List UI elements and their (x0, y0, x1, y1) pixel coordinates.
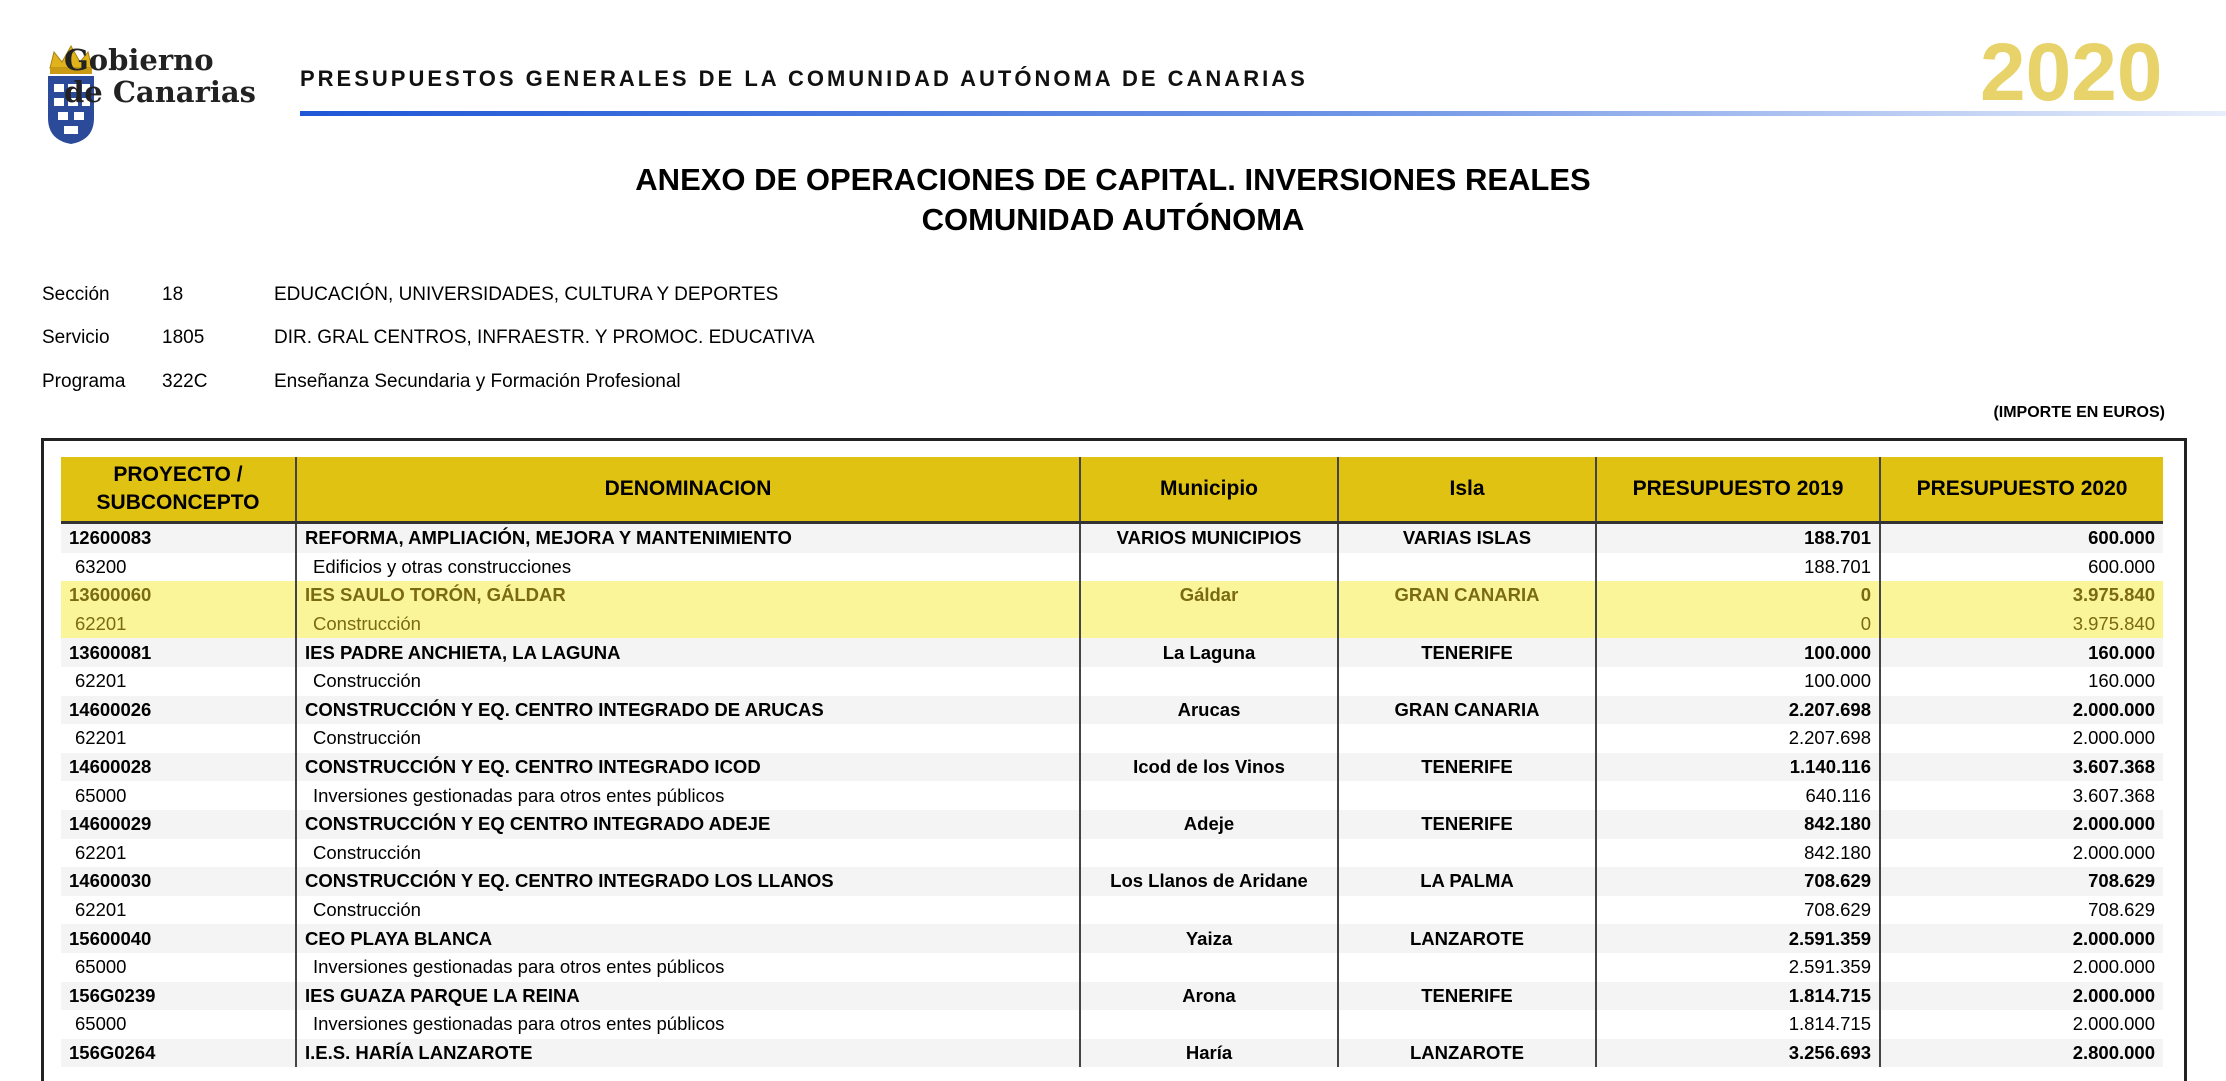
cell-code: 63200 (61, 553, 296, 582)
cell-code: 62201 (61, 667, 296, 696)
cell-denominacion: Edificios y otras construcciones (296, 553, 1080, 582)
cell-presupuesto-2020: 3.975.840 (1880, 581, 2163, 610)
cell-isla (1338, 839, 1596, 868)
cell-presupuesto-2019: 0 (1596, 581, 1880, 610)
meta-label: Servicio (42, 327, 110, 348)
cell-municipio (1080, 953, 1338, 982)
cell-code: 14600030 (61, 867, 296, 896)
cell-denominacion: IES PADRE ANCHIETA, LA LAGUNA (296, 638, 1080, 667)
cell-denominacion: CONSTRUCCIÓN Y EQ CENTRO INTEGRADO ADEJE (296, 810, 1080, 839)
cell-presupuesto-2019: 2.591.359 (1596, 924, 1880, 953)
cell-isla: GRAN CANARIA (1338, 696, 1596, 725)
cell-presupuesto-2019: 100.000 (1596, 638, 1880, 667)
cell-presupuesto-2020: 2.000.000 (1880, 696, 2163, 725)
project-row (61, 924, 2163, 953)
cell-denominacion: Construcción (296, 610, 1080, 639)
cell-municipio: Haría (1080, 1039, 1338, 1068)
cell-isla (1338, 724, 1596, 753)
subconcept-row (61, 724, 2163, 753)
cell-municipio (1080, 667, 1338, 696)
cell-municipio (1080, 610, 1338, 639)
cell-code: 62201 (61, 896, 296, 925)
cell-municipio: Icod de los Vinos (1080, 753, 1338, 782)
document-subtitle: COMUNIDAD AUTÓNOMA (921, 202, 1305, 237)
cell-presupuesto-2019: 1.814.715 (1596, 1010, 1880, 1039)
subconcept-row (61, 896, 2163, 925)
table-header-row (61, 457, 2163, 523)
col-header-isla: Isla (1338, 457, 1596, 523)
cell-isla (1338, 781, 1596, 810)
cell-presupuesto-2019: 2.207.698 (1596, 724, 1880, 753)
header-title: PRESUPUESTOS GENERALES DE LA COMUNIDAD AUTÓNOMA DE CANARIAS (300, 66, 1308, 91)
cell-presupuesto-2020: 2.000.000 (1880, 924, 2163, 953)
cell-code: 156G0264 (61, 1039, 296, 1068)
meta-label: Sección (42, 284, 110, 305)
cell-code: 13600081 (61, 638, 296, 667)
cell-isla: LA PALMA (1338, 867, 1596, 896)
cell-isla: TENERIFE (1338, 638, 1596, 667)
cell-municipio (1080, 781, 1338, 810)
cell-denominacion: Construcción (296, 896, 1080, 925)
cell-presupuesto-2020: 2.000.000 (2072, 841, 2155, 863)
cell-denominacion: CONSTRUCCIÓN Y EQ. CENTRO INTEGRADO LOS LLANOS (296, 867, 1080, 896)
cell-denominacion: Inversiones gestionadas para otros entes públicos (296, 953, 1080, 982)
cell-municipio: La Laguna (1080, 638, 1338, 667)
cell-isla (1338, 610, 1596, 639)
meta-value: EDUCACIÓN, UNIVERSIDADES, CULTURA Y DEPORTES (274, 284, 779, 305)
budget-year: 2020 (1980, 27, 2163, 118)
cell-presupuesto-2020: 2.000.000 (2072, 727, 2155, 749)
meta-code: 18 (162, 284, 184, 305)
cell-presupuesto-2019: 188.701 (1596, 523, 1880, 553)
cell-code: 65000 (61, 781, 296, 810)
cell-presupuesto-2020: 2.000.000 (2072, 1013, 2155, 1035)
cell-presupuesto-2019: 100.000 (1596, 667, 1880, 696)
cell-presupuesto-2020: 2.000.000 (2072, 956, 2155, 978)
cell-code: 62201 (61, 839, 296, 868)
cell-denominacion: Inversiones gestionadas para otros entes públicos (296, 781, 1080, 810)
logo-text (64, 44, 256, 108)
meta-value: DIR. GRAL CENTROS, INFRAESTR. Y PROMOC. EDUCATIVA (274, 327, 815, 348)
currency-note: (IMPORTE EN EUROS) (1993, 404, 2165, 421)
cell-isla (1338, 553, 1596, 582)
cell-municipio (1080, 839, 1338, 868)
cell-isla: TENERIFE (1338, 982, 1596, 1011)
cell-presupuesto-2019: 1.140.116 (1596, 753, 1880, 782)
cell-municipio (1080, 724, 1338, 753)
col-header-proyecto: PROYECTO / SUBCONCEPTO (61, 457, 296, 523)
cell-isla: LANZAROTE (1338, 924, 1596, 953)
project-row (61, 581, 2163, 610)
cell-denominacion: I.E.S. HARÍA LANZAROTE (296, 1039, 1080, 1068)
cell-isla: TENERIFE (1338, 753, 1596, 782)
project-row (61, 638, 2163, 667)
subconcept-row (61, 1010, 2163, 1039)
cell-presupuesto-2019: 1.814.715 (1596, 982, 1880, 1011)
subconcept-row (61, 781, 2163, 810)
col-header-denominacion: DENOMINACION (296, 457, 1080, 523)
cell-presupuesto-2019: 3.256.693 (1596, 1039, 1880, 1068)
col-header-presupuesto-2020: PRESUPUESTO 2020 (1880, 457, 2163, 523)
cell-denominacion: CONSTRUCCIÓN Y EQ. CENTRO INTEGRADO ICOD (296, 753, 1080, 782)
cell-presupuesto-2019: 708.629 (1596, 867, 1880, 896)
cell-presupuesto-2019: 2.591.359 (1596, 953, 1880, 982)
cell-code: 12600083 (61, 523, 296, 553)
cell-municipio: Adeje (1080, 810, 1338, 839)
cell-presupuesto-2020: 160.000 (2088, 670, 2155, 692)
cell-isla: GRAN CANARIA (1338, 581, 1596, 610)
meta-label: Programa (42, 371, 126, 392)
cell-presupuesto-2019: 188.701 (1596, 553, 1880, 582)
cell-denominacion: Construcción (296, 839, 1080, 868)
cell-municipio (1080, 553, 1338, 582)
subconcept-row (61, 610, 2163, 639)
logo-text-line-2: de Canarias (64, 75, 256, 109)
cell-isla (1338, 667, 1596, 696)
cell-presupuesto-2019: 842.180 (1596, 810, 1880, 839)
cell-presupuesto-2020: 2.000.000 (1880, 982, 2163, 1011)
cell-presupuesto-2019: 2.207.698 (1596, 696, 1880, 725)
project-row (61, 867, 2163, 896)
cell-presupuesto-2020: 3.975.840 (1880, 610, 2163, 639)
cell-code: 14600028 (61, 753, 296, 782)
cell-presupuesto-2019: 640.116 (1596, 781, 1880, 810)
cell-presupuesto-2019: 708.629 (1596, 896, 1880, 925)
cell-denominacion: Construcción (296, 667, 1080, 696)
logo-text-line-1: Gobierno (64, 43, 214, 77)
budget-table (61, 457, 2163, 1067)
cell-municipio: Arucas (1080, 696, 1338, 725)
cell-code: 13600060 (61, 581, 296, 610)
cell-denominacion: IES GUAZA PARQUE LA REINA (296, 982, 1080, 1011)
cell-denominacion: IES SAULO TORÓN, GÁLDAR (296, 581, 1080, 610)
cell-denominacion: CONSTRUCCIÓN Y EQ. CENTRO INTEGRADO DE ARUCAS (296, 696, 1080, 725)
cell-presupuesto-2020: 708.629 (2088, 899, 2155, 921)
cell-presupuesto-2019: 0 (1596, 610, 1880, 639)
cell-presupuesto-2020: 3.607.368 (2072, 784, 2155, 806)
cell-code: 62201 (61, 610, 296, 639)
cell-presupuesto-2020: 3.607.368 (1880, 753, 2163, 782)
cell-denominacion: Inversiones gestionadas para otros entes públicos (296, 1010, 1080, 1039)
cell-municipio: Gáldar (1080, 581, 1338, 610)
cell-denominacion: Construcción (296, 724, 1080, 753)
cell-presupuesto-2020: 600.000 (2088, 555, 2155, 577)
cell-isla (1338, 953, 1596, 982)
subconcept-row (61, 553, 2163, 582)
col-header-municipio: Municipio (1080, 457, 1338, 523)
cell-code: 14600026 (61, 696, 296, 725)
subconcept-row (61, 667, 2163, 696)
cell-municipio: Arona (1080, 982, 1338, 1011)
header-accent-line (300, 111, 2226, 116)
cell-presupuesto-2019: 842.180 (1596, 839, 1880, 868)
cell-presupuesto-2020: 2.000.000 (1880, 810, 2163, 839)
cell-isla (1338, 896, 1596, 925)
cell-isla (1338, 1010, 1596, 1039)
project-row (61, 810, 2163, 839)
cell-code: 62201 (61, 724, 296, 753)
cell-municipio: Yaiza (1080, 924, 1338, 953)
cell-municipio: VARIOS MUNICIPIOS (1080, 523, 1338, 553)
project-row (61, 753, 2163, 782)
cell-denominacion: CEO PLAYA BLANCA (296, 924, 1080, 953)
cell-isla: VARIAS ISLAS (1338, 523, 1596, 553)
document-title: ANEXO DE OPERACIONES DE CAPITAL. INVERSIONES REALES (635, 162, 1591, 197)
cell-code: 65000 (61, 953, 296, 982)
col-header-presupuesto-2019: PRESUPUESTO 2019 (1596, 457, 1880, 523)
cell-code: 156G0239 (61, 982, 296, 1011)
project-row (61, 1039, 2163, 1068)
cell-code: 15600040 (61, 924, 296, 953)
subconcept-row (61, 839, 2163, 868)
cell-isla: LANZAROTE (1338, 1039, 1596, 1068)
cell-municipio (1080, 1010, 1338, 1039)
meta-code: 322C (162, 371, 208, 392)
table-body (61, 523, 2163, 1068)
cell-isla: TENERIFE (1338, 810, 1596, 839)
cell-municipio: Los Llanos de Aridane (1080, 867, 1338, 896)
meta-code: 1805 (162, 327, 205, 348)
cell-denominacion: REFORMA, AMPLIACIÓN, MEJORA Y MANTENIMIENTO (296, 523, 1080, 553)
subconcept-row (61, 953, 2163, 982)
project-row (61, 696, 2163, 725)
project-row (61, 523, 2163, 553)
cell-code: 14600029 (61, 810, 296, 839)
cell-municipio (1080, 896, 1338, 925)
cell-presupuesto-2020: 708.629 (1880, 867, 2163, 896)
cell-code: 65000 (61, 1010, 296, 1039)
cell-presupuesto-2020: 2.800.000 (1880, 1039, 2163, 1068)
cell-presupuesto-2020: 160.000 (1880, 638, 2163, 667)
cell-presupuesto-2020: 600.000 (1880, 523, 2163, 553)
project-row (61, 982, 2163, 1011)
meta-value: Enseñanza Secundaria y Formación Profesional (274, 371, 681, 392)
